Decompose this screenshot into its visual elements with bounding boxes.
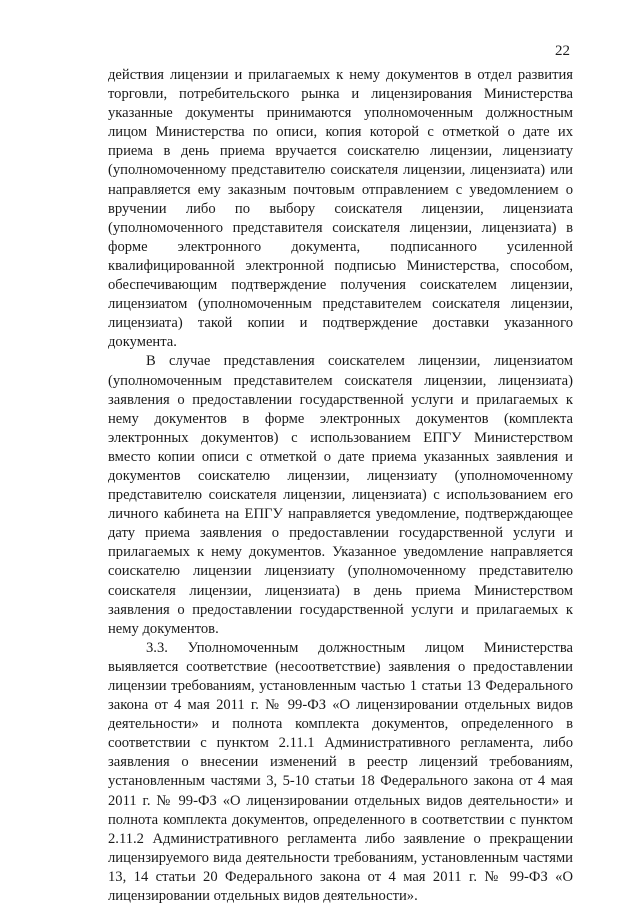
paragraph-electronic-submission: В случае представления соискателем лицензии, лицензиатом (уполномоченным представителем соискателя лицензии, лицензиата) заявления о предоставлении государственной услуги и прилагаемых к нему документов в форме электронных документов (комплекта электронных документов) с использованием ЕПГУ Министерством вместо копии описи с отметкой о дате приема указанных заявления и документов соискателю лицензии, лицензиату (уполномоченному представителю соискателя лицензии, лицензиата) с использованием его личного кабинета на ЕПГУ направляется уведомление, подтверждающее дату приема заявления о предоставлении государственной услуги и прилагаемых к нему документов. Указанное уведомление направляется соискателю лицензии лицензиату (уполномоченному представителю соискателя лицензии, лицензиата) в день приема Министерством заявления о предоставлении государственной услуги и прилагаемых к нему документов. — [108, 353, 573, 637]
document-body — [108, 66, 573, 906]
paragraph-section-3-3: 3.3. Уполномоченным должностным лицом Министерства выявляется соответствие (несоответствие) заявления о предоставлении лицензии требованиям, установленным частью 1 статьи 13 Федерального закона от 4 мая 2011 г. № 99-ФЗ «О лицензировании отдельных видов деятельности» и полнота комплекта документов, определенного в соответствии с пунктом 2.11.1 Административного регламента, либо заявления о внесении изменений в реестр лицензий требованиям, установленным частями 3, 5-10 статьи 18 Федерального закона от 4 мая 2011 г. № 99-ФЗ «О лицензировании отдельных видов деятельности» и полнота комплекта документов, определенного в соответствии с пунктом 2.11.2 Административного регламента либо заявление о прекращении лицензируемого вида деятельности требованиям, установленным частями 13, 14 статьи 20 Федерального закона от 4 мая 2011 г. № 99-ФЗ «О лицензировании отдельных видов деятельности». — [108, 639, 573, 905]
paragraph-continuation: действия лицензии и прилагаемых к нему документов в отдел развития торговли, потребительского рынка и лицензирования Министерства указанные документы принимаются уполномоченным должностным лицом Министерства по описи, копия которой с отметкой о дате их приема в день приема вручается соискателю лицензии, лицензиату (уполномоченному представителю соискателя лицензии, лицензиата) или направляется ему заказным почтовым отправлением с уведомлением о вручении либо по выбору соискателя лицензии, лицензиата (уполномоченного представителя соискателя лицензии, лицензиата) в форме электронного документа, подписанного усиленной квалифицированной электронной подписью Министерства, способом, обеспечивающим подтверждение получения соискателем лицензии, лицензиатом (уполномоченным представителем соискателя лицензии, лицензиата) такой копии и подтверждение доставки указанного документа. — [108, 67, 573, 351]
page-number: 22 — [555, 43, 570, 59]
